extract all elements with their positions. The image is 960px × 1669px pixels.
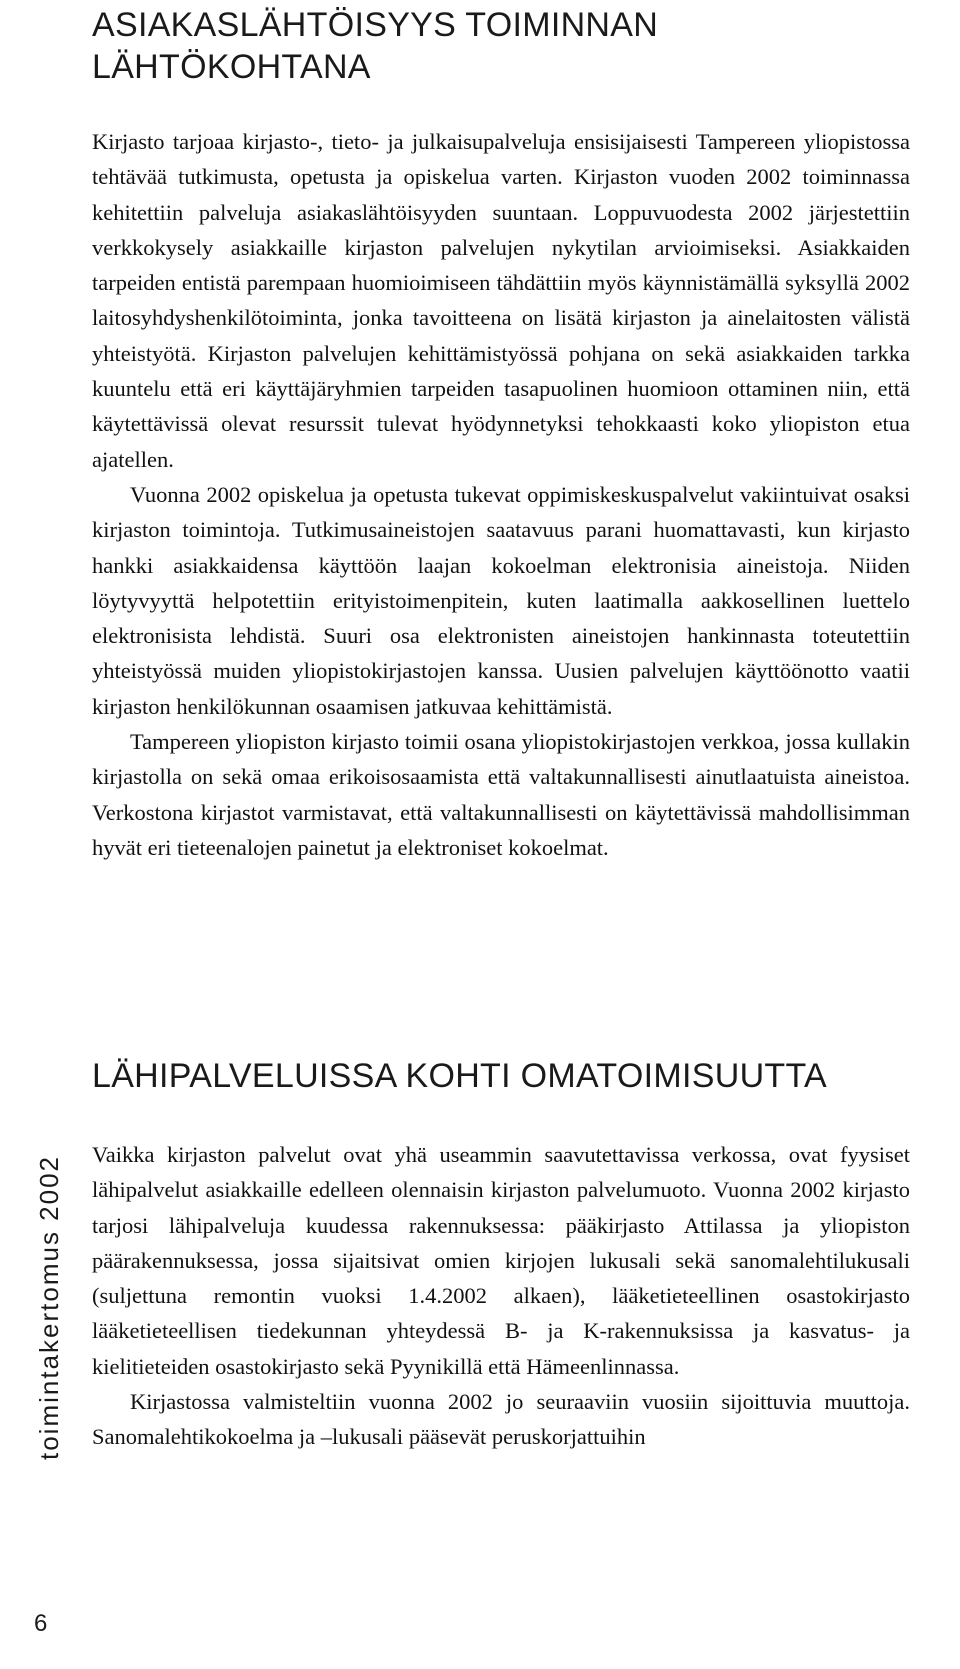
section-body-lahipalvelut: [92, 1137, 910, 1455]
body-paragraph: Vuonna 2002 opiskelua ja opetusta tukevat oppimiskeskuspalvelut vakiintuivat osaksi kirjaston toimintoja. Tutkimusaineistojen saatavuus parani huomattavasti, kun kirjasto hankki asiakkaidensa käyttöön laajan kokoelman elektronisia aineistoja. Niiden löytyvyyttä helpotettiin erityistoimenpitein, kuten laatimalla aakkosellinen luettelo elektronisista lehdistä. Suuri osa elektronisten aineistojen hankinnasta toteutettiin yhteistyössä muiden yliopistokirjastojen kanssa. Uusien palvelujen käyttöönotto vaatii kirjaston henkilökunnan osaamisen jatkuvaa kehittämistä.: [92, 481, 910, 719]
body-paragraph: Kirjastossa valmisteltiin vuonna 2002 jo seuraaviin vuosiin sijoittuvia muuttoja. Sanomalehtikokoelma ja –lukusali pääsevät peruskorjattuihin: [92, 1389, 910, 1450]
vertical-report-label: toimintakertomus 2002: [34, 1154, 64, 1460]
section-title-asiakaslahtoisyys: [92, 4, 932, 88]
body-paragraph: Vaikka kirjaston palvelut ovat yhä useammin saavutettavissa verkossa, ovat fyysiset lähipalvelut asiakkaille edelleen olennaisin kirjaston palvelumuoto. Vuonna 2002 kirjasto tarjosi lähipalveluja kuudessa rakennuksessa: pääkirjasto Attilassa ja yliopiston päärakennuksessa, jossa sijaitsivat omien kirjojen lukusali sekä sanomalehtilukusali (suljettuna remontin vuoksi 1.4.2002 alkaen), lääketieteellinen osastokirjasto lääketieteellisen tiedekunnan yhteydessä B- ja K-rakennuksissa ja kasvatus- ja kielitieteiden osastokirjasto sekä Pyynikillä että Hämeenlinnassa.: [92, 1142, 910, 1379]
section-title-lahipalvelut: LÄHIPALVELUISSA KOHTI OMATOIMISUUTTA: [92, 1057, 828, 1095]
section-title-line-1: ASIAKASLÄHTÖISYYS TOIMINNAN: [92, 6, 659, 44]
page-number: 6: [34, 1610, 48, 1637]
section-body-asiakaslahtoisyys: [92, 124, 910, 865]
body-paragraph: Tampereen yliopiston kirjasto toimii osana yliopistokirjastojen verkkoa, jossa kullakin kirjastolla on sekä omaa erikoisosaamista että valtakunnallisesti ainutlaatuista aineistoa. Verkostona kirjastot varmistavat, että valtakunnallisesti on käytettävissä mahdollisimman hyvät eri tieteenalojen painetut ja elektroniset kokoelmat.: [92, 729, 910, 860]
body-paragraph: Kirjasto tarjoaa kirjasto-, tieto- ja julkaisupalveluja ensisijaisesti Tampereen yliopistossa tehtävää tutkimusta, opetusta ja opiskelua varten. Kirjaston vuoden 2002 toiminnassa kehitettiin palveluja asiakaslähtöisyyden suuntaan. Loppuvuodesta 2002 järjestettiin verkkokysely asiakkaille kirjaston palvelujen nykytilan arvioimiseksi. Asiakkaiden tarpeiden entistä parempaan huomioimiseen tähdättiin myös käynnistämällä syksyllä 2002 laitosyhdyshenkilötoiminta, jonka tavoitteena on lisätä kirjaston ja ainelaitosten välistä yhteistyötä. Kirjaston palvelujen kehittämistyössä pohjana on sekä asiakkaiden tarkka kuuntelu että eri käyttäjäryhmien tarpeiden tasapuolinen huomioon ottaminen niin, että käytettävissä olevat resurssit tulevat hyödynnetyksi tehokkaasti koko yliopiston etua ajatellen.: [92, 129, 910, 472]
section-title-line-2: LÄHTÖKOHTANA: [92, 48, 371, 86]
